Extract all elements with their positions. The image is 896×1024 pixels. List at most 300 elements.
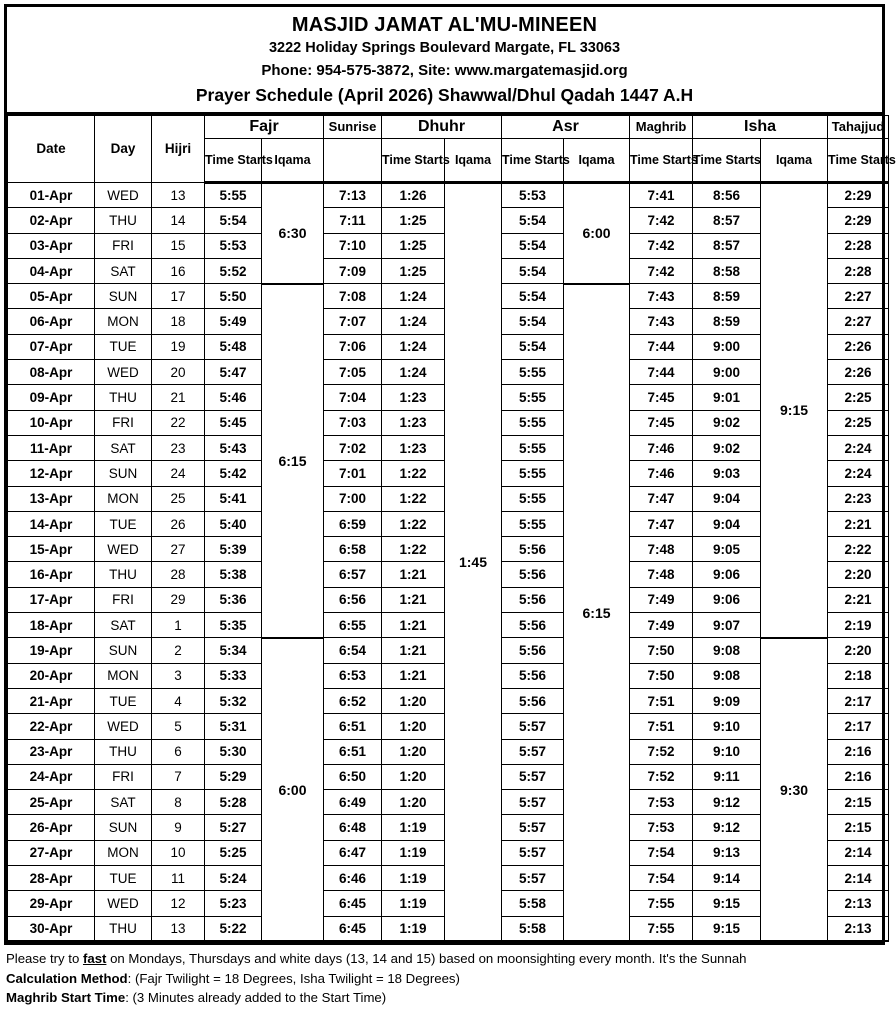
cell-tahajjud-time-starts: 2:25 (828, 385, 889, 410)
cell-maghrib-time-starts: 7:49 (630, 613, 693, 638)
cell-date: 14-Apr (8, 511, 95, 536)
cell-fajr-time-starts: 5:42 (205, 461, 262, 486)
cell-maghrib-time-starts: 7:42 (630, 233, 693, 258)
cell-sunrise: 7:11 (324, 208, 382, 233)
cell-sunrise: 6:52 (324, 688, 382, 713)
cell-date: 27-Apr (8, 840, 95, 865)
cell-fajr-time-starts: 5:49 (205, 309, 262, 334)
note-fasting (6, 949, 883, 969)
cell-fajr-time-starts: 5:50 (205, 284, 262, 309)
cell-maghrib-time-starts: 7:43 (630, 309, 693, 334)
cell-dhuhr-time-starts: 1:26 (382, 183, 445, 208)
note-maghrib-start-time (6, 988, 883, 1008)
cell-isha-time-starts: 9:12 (693, 815, 761, 840)
cell-tahajjud-time-starts: 2:22 (828, 537, 889, 562)
cell-isha-iqama: 9:15 (761, 183, 828, 638)
cell-sunrise: 6:55 (324, 613, 382, 638)
cell-asr-time-starts: 5:53 (502, 183, 564, 208)
cell-tahajjud-time-starts: 2:20 (828, 562, 889, 587)
cell-tahajjud-time-starts: 2:29 (828, 208, 889, 233)
cell-isha-time-starts: 9:07 (693, 613, 761, 638)
cell-fajr-time-starts: 5:40 (205, 511, 262, 536)
cell-day: WED (95, 891, 152, 916)
cell-fajr-time-starts: 5:54 (205, 208, 262, 233)
cell-sunrise: 6:46 (324, 866, 382, 891)
table-head (8, 116, 896, 183)
cell-date: 23-Apr (8, 739, 95, 764)
cell-dhuhr-time-starts: 1:19 (382, 866, 445, 891)
cell-sunrise: 6:53 (324, 663, 382, 688)
cell-maghrib-time-starts: 7:43 (630, 284, 693, 309)
cell-maghrib-time-starts: 7:45 (630, 385, 693, 410)
cell-day: THU (95, 385, 152, 410)
cell-maghrib-time-starts: 7:50 (630, 663, 693, 688)
cell-tahajjud-time-starts: 2:15 (828, 815, 889, 840)
cell-tahajjud-time-starts: 2:28 (828, 233, 889, 258)
cell-isha-time-starts: 9:02 (693, 435, 761, 460)
cell-isha-time-starts: 9:15 (693, 916, 761, 941)
cell-maghrib-time-starts: 7:46 (630, 461, 693, 486)
cell-asr-time-starts: 5:54 (502, 258, 564, 283)
cell-sunrise: 6:54 (324, 638, 382, 663)
cell-hijri: 18 (152, 309, 205, 334)
cell-isha-time-starts: 9:03 (693, 461, 761, 486)
cell-date: 09-Apr (8, 385, 95, 410)
cell-date: 22-Apr (8, 714, 95, 739)
cell-date: 15-Apr (8, 537, 95, 562)
table-body (8, 183, 889, 942)
cell-sunrise: 7:02 (324, 435, 382, 460)
cell-isha-time-starts: 8:58 (693, 258, 761, 283)
cell-sunrise: 7:03 (324, 410, 382, 435)
cell-asr-time-starts: 5:57 (502, 714, 564, 739)
cell-day: TUE (95, 511, 152, 536)
cell-day: MON (95, 309, 152, 334)
cell-fajr-time-starts: 5:33 (205, 663, 262, 688)
cell-sunrise: 6:45 (324, 891, 382, 916)
cell-sunrise: 7:01 (324, 461, 382, 486)
cell-hijri: 28 (152, 562, 205, 587)
cell-fajr-time-starts: 5:43 (205, 435, 262, 460)
cell-maghrib-time-starts: 7:53 (630, 790, 693, 815)
cell-day: SAT (95, 613, 152, 638)
cell-dhuhr-time-starts: 1:21 (382, 613, 445, 638)
cell-asr-time-starts: 5:55 (502, 410, 564, 435)
cell-tahajjud-time-starts: 2:23 (828, 486, 889, 511)
cell-asr-time-starts: 5:58 (502, 916, 564, 941)
cell-hijri: 21 (152, 385, 205, 410)
cell-date: 11-Apr (8, 435, 95, 460)
cell-dhuhr-time-starts: 1:20 (382, 764, 445, 789)
note-calculation-method (6, 969, 883, 989)
cell-tahajjud-time-starts: 2:21 (828, 587, 889, 612)
subheader-tahajjud-time-starts: Time Starts (828, 139, 889, 183)
note-fasting-post: on Mondays, Thursdays and white days (13, 14 and 15) based on moonsighting every month. It's the Sunnah (106, 951, 747, 967)
cell-maghrib-time-starts: 7:42 (630, 258, 693, 283)
cell-asr-time-starts: 5:54 (502, 233, 564, 258)
cell-hijri: 4 (152, 688, 205, 713)
cell-hijri: 9 (152, 815, 205, 840)
note-fasting-pre: Please try to (6, 951, 83, 967)
cell-hijri: 7 (152, 764, 205, 789)
cell-dhuhr-time-starts: 1:19 (382, 916, 445, 941)
cell-hijri: 25 (152, 486, 205, 511)
cell-date: 25-Apr (8, 790, 95, 815)
cell-fajr-time-starts: 5:47 (205, 360, 262, 385)
cell-day: SAT (95, 258, 152, 283)
cell-tahajjud-time-starts: 2:13 (828, 916, 889, 941)
cell-hijri: 13 (152, 183, 205, 208)
cell-tahajjud-time-starts: 2:19 (828, 613, 889, 638)
cell-dhuhr-time-starts: 1:19 (382, 840, 445, 865)
cell-asr-time-starts: 5:56 (502, 638, 564, 663)
cell-dhuhr-time-starts: 1:20 (382, 790, 445, 815)
cell-hijri: 11 (152, 866, 205, 891)
cell-tahajjud-time-starts: 2:24 (828, 435, 889, 460)
cell-day: WED (95, 714, 152, 739)
cell-date: 06-Apr (8, 309, 95, 334)
group-header-tahajjud: Tahajjud (828, 116, 889, 139)
cell-asr-time-starts: 5:55 (502, 461, 564, 486)
subheader-isha-iqama: Iqama (761, 139, 828, 183)
cell-isha-time-starts: 9:06 (693, 562, 761, 587)
cell-fajr-iqama: 6:30 (262, 183, 324, 284)
cell-hijri: 6 (152, 739, 205, 764)
cell-isha-time-starts: 9:00 (693, 360, 761, 385)
note-fasting-keyword: fast (82, 951, 107, 967)
cell-date: 29-Apr (8, 891, 95, 916)
cell-day: SUN (95, 284, 152, 309)
cell-asr-time-starts: 5:55 (502, 435, 564, 460)
cell-fajr-time-starts: 5:36 (205, 587, 262, 612)
cell-dhuhr-time-starts: 1:19 (382, 891, 445, 916)
cell-tahajjud-time-starts: 2:26 (828, 360, 889, 385)
cell-asr-time-starts: 5:56 (502, 688, 564, 713)
cell-isha-time-starts: 8:59 (693, 284, 761, 309)
cell-day: SUN (95, 815, 152, 840)
cell-asr-time-starts: 5:58 (502, 891, 564, 916)
cell-day: WED (95, 360, 152, 385)
cell-day: FRI (95, 233, 152, 258)
note-maghrib-label: Maghrib Start Time (6, 990, 126, 1006)
cell-asr-time-starts: 5:57 (502, 764, 564, 789)
cell-maghrib-time-starts: 7:47 (630, 486, 693, 511)
cell-maghrib-time-starts: 7:52 (630, 739, 693, 764)
cell-tahajjud-time-starts: 2:16 (828, 739, 889, 764)
cell-isha-time-starts: 9:15 (693, 891, 761, 916)
cell-sunrise: 7:05 (324, 360, 382, 385)
cell-date: 05-Apr (8, 284, 95, 309)
cell-sunrise: 6:45 (324, 916, 382, 941)
cell-dhuhr-time-starts: 1:22 (382, 511, 445, 536)
cell-dhuhr-time-starts: 1:24 (382, 284, 445, 309)
subheader-dhuhr-iqama: Iqama (445, 139, 502, 183)
cell-maghrib-time-starts: 7:54 (630, 840, 693, 865)
cell-sunrise: 7:04 (324, 385, 382, 410)
cell-tahajjud-time-starts: 2:17 (828, 714, 889, 739)
cell-day: SAT (95, 435, 152, 460)
cell-date: 04-Apr (8, 258, 95, 283)
cell-fajr-time-starts: 5:52 (205, 258, 262, 283)
cell-hijri: 26 (152, 511, 205, 536)
cell-sunrise: 6:56 (324, 587, 382, 612)
cell-fajr-iqama: 6:15 (262, 284, 324, 638)
cell-maghrib-time-starts: 7:44 (630, 334, 693, 359)
cell-sunrise: 6:50 (324, 764, 382, 789)
cell-sunrise: 7:13 (324, 183, 382, 208)
cell-isha-time-starts: 9:01 (693, 385, 761, 410)
cell-isha-time-starts: 9:08 (693, 663, 761, 688)
cell-tahajjud-time-starts: 2:21 (828, 511, 889, 536)
cell-day: MON (95, 486, 152, 511)
cell-hijri: 24 (152, 461, 205, 486)
cell-hijri: 17 (152, 284, 205, 309)
group-header-asr: Asr (502, 116, 630, 139)
cell-asr-time-starts: 5:55 (502, 511, 564, 536)
cell-date: 21-Apr (8, 688, 95, 713)
cell-dhuhr-time-starts: 1:25 (382, 233, 445, 258)
prayer-schedule-table (7, 115, 896, 942)
cell-asr-time-starts: 5:56 (502, 587, 564, 612)
note-calculation-label: Calculation Method (6, 970, 128, 986)
cell-day: TUE (95, 334, 152, 359)
cell-isha-time-starts: 9:08 (693, 638, 761, 663)
cell-day: SUN (95, 638, 152, 663)
cell-day: SUN (95, 461, 152, 486)
table-row (8, 183, 889, 208)
cell-dhuhr-time-starts: 1:24 (382, 309, 445, 334)
cell-maghrib-time-starts: 7:42 (630, 208, 693, 233)
cell-date: 01-Apr (8, 183, 95, 208)
cell-fajr-time-starts: 5:53 (205, 233, 262, 258)
cell-dhuhr-time-starts: 1:23 (382, 435, 445, 460)
cell-fajr-time-starts: 5:48 (205, 334, 262, 359)
cell-maghrib-time-starts: 7:55 (630, 891, 693, 916)
cell-isha-time-starts: 9:04 (693, 486, 761, 511)
group-header-isha: Isha (693, 116, 828, 139)
cell-date: 26-Apr (8, 815, 95, 840)
cell-maghrib-time-starts: 7:49 (630, 587, 693, 612)
cell-day: FRI (95, 410, 152, 435)
group-header-dhuhr: Dhuhr (382, 116, 502, 139)
cell-date: 07-Apr (8, 334, 95, 359)
cell-date: 18-Apr (8, 613, 95, 638)
cell-dhuhr-time-starts: 1:21 (382, 562, 445, 587)
cell-isha-time-starts: 9:11 (693, 764, 761, 789)
cell-asr-time-starts: 5:56 (502, 537, 564, 562)
cell-asr-time-starts: 5:57 (502, 739, 564, 764)
group-header-maghrib: Maghrib (630, 116, 693, 139)
cell-tahajjud-time-starts: 2:27 (828, 284, 889, 309)
cell-asr-time-starts: 5:55 (502, 486, 564, 511)
subheader-asr-iqama: Iqama (564, 139, 630, 183)
cell-fajr-time-starts: 5:22 (205, 916, 262, 941)
cell-day: WED (95, 183, 152, 208)
cell-day: TUE (95, 866, 152, 891)
cell-date: 02-Apr (8, 208, 95, 233)
cell-date: 24-Apr (8, 764, 95, 789)
cell-isha-time-starts: 9:10 (693, 739, 761, 764)
cell-tahajjud-time-starts: 2:26 (828, 334, 889, 359)
cell-sunrise: 7:10 (324, 233, 382, 258)
cell-maghrib-time-starts: 7:52 (630, 764, 693, 789)
cell-hijri: 2 (152, 638, 205, 663)
cell-dhuhr-iqama: 1:45 (445, 183, 502, 942)
cell-asr-iqama: 6:00 (564, 183, 630, 284)
subheader-maghrib-time-starts: Time Starts (630, 139, 693, 183)
cell-maghrib-time-starts: 7:48 (630, 562, 693, 587)
cell-tahajjud-time-starts: 2:17 (828, 688, 889, 713)
cell-tahajjud-time-starts: 2:29 (828, 183, 889, 208)
cell-dhuhr-time-starts: 1:20 (382, 714, 445, 739)
cell-day: FRI (95, 587, 152, 612)
group-header-fajr: Fajr (205, 116, 324, 139)
cell-date: 19-Apr (8, 638, 95, 663)
cell-tahajjud-time-starts: 2:14 (828, 866, 889, 891)
cell-dhuhr-time-starts: 1:19 (382, 815, 445, 840)
cell-dhuhr-time-starts: 1:21 (382, 587, 445, 612)
cell-asr-time-starts: 5:55 (502, 385, 564, 410)
cell-date: 12-Apr (8, 461, 95, 486)
cell-dhuhr-time-starts: 1:25 (382, 208, 445, 233)
organization-name: MASJID JAMAT AL'MU-MINEEN (291, 14, 598, 36)
header-row-groups (8, 116, 889, 139)
cell-hijri: 1 (152, 613, 205, 638)
cell-sunrise: 6:59 (324, 511, 382, 536)
cell-maghrib-time-starts: 7:51 (630, 688, 693, 713)
cell-tahajjud-time-starts: 2:24 (828, 461, 889, 486)
cell-tahajjud-time-starts: 2:20 (828, 638, 889, 663)
cell-date: 13-Apr (8, 486, 95, 511)
cell-date: 20-Apr (8, 663, 95, 688)
cell-sunrise: 6:51 (324, 714, 382, 739)
cell-hijri: 16 (152, 258, 205, 283)
cell-tahajjud-time-starts: 2:27 (828, 309, 889, 334)
cell-dhuhr-time-starts: 1:20 (382, 688, 445, 713)
cell-day: THU (95, 208, 152, 233)
cell-dhuhr-time-starts: 1:20 (382, 739, 445, 764)
cell-asr-time-starts: 5:57 (502, 815, 564, 840)
cell-dhuhr-time-starts: 1:23 (382, 385, 445, 410)
subheader-isha-time-starts: Time Starts (693, 139, 761, 183)
cell-day: THU (95, 916, 152, 941)
masjid-header (7, 7, 882, 115)
contact-line: Phone: 954-575-3872, Site: www.margatemasjid.org (261, 61, 628, 79)
cell-fajr-time-starts: 5:27 (205, 815, 262, 840)
cell-maghrib-time-starts: 7:44 (630, 360, 693, 385)
cell-maghrib-time-starts: 7:51 (630, 714, 693, 739)
cell-sunrise: 7:09 (324, 258, 382, 283)
cell-date: 28-Apr (8, 866, 95, 891)
cell-hijri: 20 (152, 360, 205, 385)
cell-date: 08-Apr (8, 360, 95, 385)
subheader-fajr-iqama: Iqama (262, 139, 324, 183)
cell-hijri: 8 (152, 790, 205, 815)
cell-date: 10-Apr (8, 410, 95, 435)
subheader-dhuhr-time-starts: Time Starts (382, 139, 445, 183)
cell-fajr-time-starts: 5:31 (205, 714, 262, 739)
cell-hijri: 12 (152, 891, 205, 916)
cell-tahajjud-time-starts: 2:16 (828, 764, 889, 789)
cell-date: 17-Apr (8, 587, 95, 612)
schedule-frame (4, 4, 896, 945)
cell-fajr-time-starts: 5:41 (205, 486, 262, 511)
cell-asr-iqama: 6:15 (564, 284, 630, 942)
cell-fajr-time-starts: 5:29 (205, 764, 262, 789)
cell-fajr-time-starts: 5:45 (205, 410, 262, 435)
cell-day: TUE (95, 688, 152, 713)
cell-maghrib-time-starts: 7:47 (630, 511, 693, 536)
cell-isha-time-starts: 9:05 (693, 537, 761, 562)
cell-isha-time-starts: 8:59 (693, 309, 761, 334)
column-header-hijri: Hijri (152, 116, 205, 183)
cell-day: THU (95, 562, 152, 587)
cell-hijri: 13 (152, 916, 205, 941)
cell-day: SAT (95, 790, 152, 815)
cell-hijri: 19 (152, 334, 205, 359)
cell-isha-time-starts: 9:02 (693, 410, 761, 435)
cell-asr-time-starts: 5:56 (502, 663, 564, 688)
cell-fajr-time-starts: 5:24 (205, 866, 262, 891)
cell-hijri: 15 (152, 233, 205, 258)
cell-maghrib-time-starts: 7:48 (630, 537, 693, 562)
subheader-sunrise-blank (324, 139, 382, 183)
cell-sunrise: 6:48 (324, 815, 382, 840)
cell-fajr-time-starts: 5:38 (205, 562, 262, 587)
cell-sunrise: 7:06 (324, 334, 382, 359)
cell-tahajjud-time-starts: 2:28 (828, 258, 889, 283)
cell-fajr-time-starts: 5:39 (205, 537, 262, 562)
cell-date: 16-Apr (8, 562, 95, 587)
cell-hijri: 29 (152, 587, 205, 612)
cell-dhuhr-time-starts: 1:22 (382, 461, 445, 486)
cell-isha-time-starts: 8:57 (693, 233, 761, 258)
cell-fajr-time-starts: 5:23 (205, 891, 262, 916)
cell-isha-iqama: 9:30 (761, 638, 828, 942)
column-header-day: Day (95, 116, 152, 183)
cell-sunrise: 7:07 (324, 309, 382, 334)
cell-isha-time-starts: 8:56 (693, 183, 761, 208)
cell-maghrib-time-starts: 7:54 (630, 866, 693, 891)
cell-asr-time-starts: 5:55 (502, 360, 564, 385)
cell-day: WED (95, 537, 152, 562)
note-maghrib-value: : (3 Minutes already added to the Start Time) (125, 990, 387, 1006)
cell-fajr-time-starts: 5:46 (205, 385, 262, 410)
cell-sunrise: 6:49 (324, 790, 382, 815)
cell-dhuhr-time-starts: 1:25 (382, 258, 445, 283)
cell-maghrib-time-starts: 7:41 (630, 183, 693, 208)
cell-isha-time-starts: 9:00 (693, 334, 761, 359)
cell-maghrib-time-starts: 7:46 (630, 435, 693, 460)
cell-hijri: 14 (152, 208, 205, 233)
cell-maghrib-time-starts: 7:55 (630, 916, 693, 941)
cell-fajr-time-starts: 5:32 (205, 688, 262, 713)
cell-dhuhr-time-starts: 1:21 (382, 638, 445, 663)
cell-isha-time-starts: 9:13 (693, 840, 761, 865)
cell-fajr-time-starts: 5:28 (205, 790, 262, 815)
cell-day: THU (95, 739, 152, 764)
cell-asr-time-starts: 5:56 (502, 613, 564, 638)
cell-fajr-time-starts: 5:30 (205, 739, 262, 764)
note-calculation-value: : (Fajr Twilight = 18 Degrees, Isha Twilight = 18 Degrees) (127, 970, 460, 986)
cell-tahajjud-time-starts: 2:13 (828, 891, 889, 916)
cell-hijri: 23 (152, 435, 205, 460)
cell-dhuhr-time-starts: 1:24 (382, 360, 445, 385)
page-title: Prayer Schedule (April 2026) Shawwal/Dhul Qadah 1447 A.H (195, 84, 694, 105)
cell-dhuhr-time-starts: 1:23 (382, 410, 445, 435)
cell-asr-time-starts: 5:54 (502, 334, 564, 359)
cell-fajr-time-starts: 5:35 (205, 613, 262, 638)
